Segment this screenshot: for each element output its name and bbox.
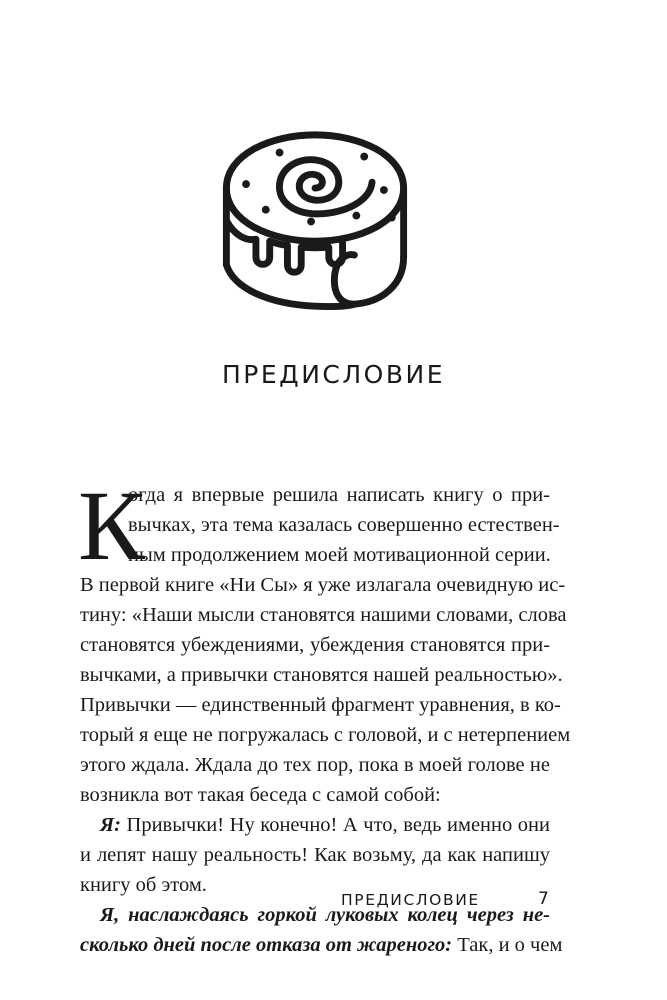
text-line: вычках, эта тема казалась совершенно естествен- (128, 514, 560, 536)
text-line: В первой книге «Ни Сы» я уже излагала очевидную ис- (80, 574, 566, 596)
drop-cap: К (78, 470, 145, 581)
running-footer-title: ПРЕДИСЛОВИЕ (341, 891, 480, 909)
text-line: Привычки — единственный фрагмент уравнения, в ко- (80, 694, 561, 716)
page-number: 7 (538, 889, 549, 909)
chapter-title: ПРЕДИСЛОВИЕ (222, 360, 445, 389)
cinnamon-roll-icon (216, 127, 414, 319)
text-line: этого ждала. Ждала до тех пор, пока в моей голове не (80, 754, 550, 776)
body-text (80, 480, 571, 960)
text-line: тину: «Наши мысли становятся нашими словами, слова (80, 604, 567, 626)
text-line: огда я впервые решила написать книгу о при- (128, 484, 550, 506)
text-line: ным продолжением моей мотивационной серии. (128, 544, 551, 566)
dialogue-text: Привычки! Ну конечно! А что, ведь именно они (126, 814, 550, 836)
dialogue-text: Так, и о чем (457, 934, 563, 956)
text-line: торый я еще не погружалась с головой, и с нетерпением (80, 724, 571, 746)
dialogue-line: и лепят нашу реальность! Как возьму, да как напишу (80, 844, 550, 866)
speaker-label: сколько дней после отказа от жареного: (80, 934, 453, 956)
text-line: становятся убеждениями, убеждения становятся при- (80, 634, 550, 656)
dialogue-line: книгу об этом. (80, 874, 207, 896)
dialogue-line (80, 930, 563, 960)
text-line: возникла вот такая беседа с самой собой: (80, 784, 441, 806)
speaker-label: Я, наслаждаясь горкой луковых колец через не- (100, 904, 550, 926)
text-line: вычками, а привычки становятся нашей реальностью». (80, 664, 563, 686)
speaker-label: Я: (100, 814, 121, 836)
dialogue-line (80, 810, 550, 840)
